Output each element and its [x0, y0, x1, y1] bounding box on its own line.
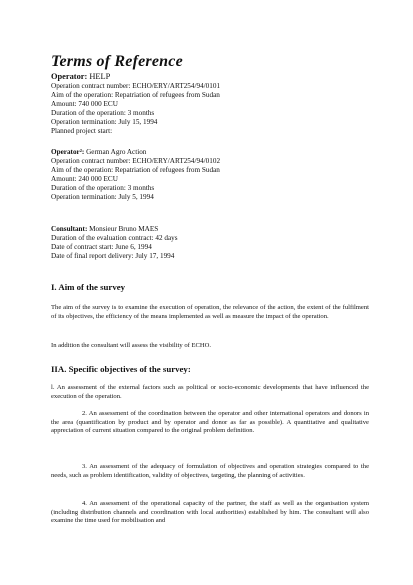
operator2-contract: Operation contract number: ECHO/ERY/ART254/94/0102 — [51, 157, 221, 165]
operator1-label: Operator: — [51, 72, 88, 81]
section2-heading: IIA. Specific objectives of the survey: — [51, 364, 191, 374]
section2-item-1: l. An assessment of the external factors such as political or socio-economic developments that have influenced the execution of the operation. — [51, 384, 369, 400]
section2-item-4: 4. An assessment of the operational capacity of the partner, the staff as well as the organisation system (including distribution channels and coordination with local authorities) established by him. The consultant will also examine the time used for mobilisation and — [51, 500, 369, 525]
operator1-line — [51, 72, 110, 81]
section1-heading: I. Aim of the survey — [51, 282, 126, 292]
operator1-amount: Amount: 740 000 ECU — [51, 100, 118, 108]
operator1-aim: Aim of the operation: Repatriation of refugees from Sudan — [51, 91, 220, 99]
section2-item-3: 3. An assessment of the adequacy of formulation of objectives and operation strategies compared to the needs, such as problem identification, validity of objectives, targeting, the planning of activities. — [51, 463, 369, 479]
operator2-termination: Operation termination: July 5, 1994 — [51, 193, 154, 201]
operator2-aim: Aim of the operation: Repatriation of refugees from Sudan — [51, 166, 220, 174]
operator2-duration: Duration of the operation: 3 months — [51, 184, 155, 192]
operator1-contract: Operation contract number: ECHO/ERY/ART254/94/0101 — [51, 82, 221, 90]
section1-paragraph-1: The aim of the survey is to examine the execution of operation, the relevance of the action, the extent of the fulfilment of its objectives, the efficiency of the means implemented as well as measure the impact of the operation. — [51, 304, 369, 320]
operator2-name: German Agro Action — [86, 148, 147, 156]
document-title: Terms of Reference — [51, 53, 183, 70]
operator2-line — [51, 148, 146, 157]
operator1-duration: Duration of the operation: 3 months — [51, 109, 155, 117]
section1-paragraph-2: In addition the consultant will assess the visibility of ECHO. — [51, 342, 212, 349]
consultant-start: Date of contract start: June 6, 1994 — [51, 243, 152, 251]
operator1-termination: Operation termination: July 15, 1994 — [51, 118, 158, 126]
consultant-label: Consultant: — [51, 225, 88, 233]
consultant-delivery: Date of final report delivery: July 17, 1994 — [51, 252, 175, 260]
consultant-duration: Duration of the evaluation contract: 42 days — [51, 234, 178, 242]
section2-item-2: 2. An assessment of the coordination between the operator and other international operators and donors in the area (quantification by product and by operator and donor as far as possible). A quantitative and qualitative appreciation of current situation compared to the original problem definition. — [51, 410, 369, 435]
operator1-name: HELP — [89, 72, 111, 81]
consultant-line — [51, 225, 158, 234]
operator1-planned-start: Planned project start: — [51, 127, 113, 135]
operator2-amount: Amount: 240 000 ECU — [51, 175, 118, 183]
consultant-name: Monsieur Bruno MAES — [89, 225, 159, 233]
operator2-label: Operator²: — [51, 148, 85, 156]
